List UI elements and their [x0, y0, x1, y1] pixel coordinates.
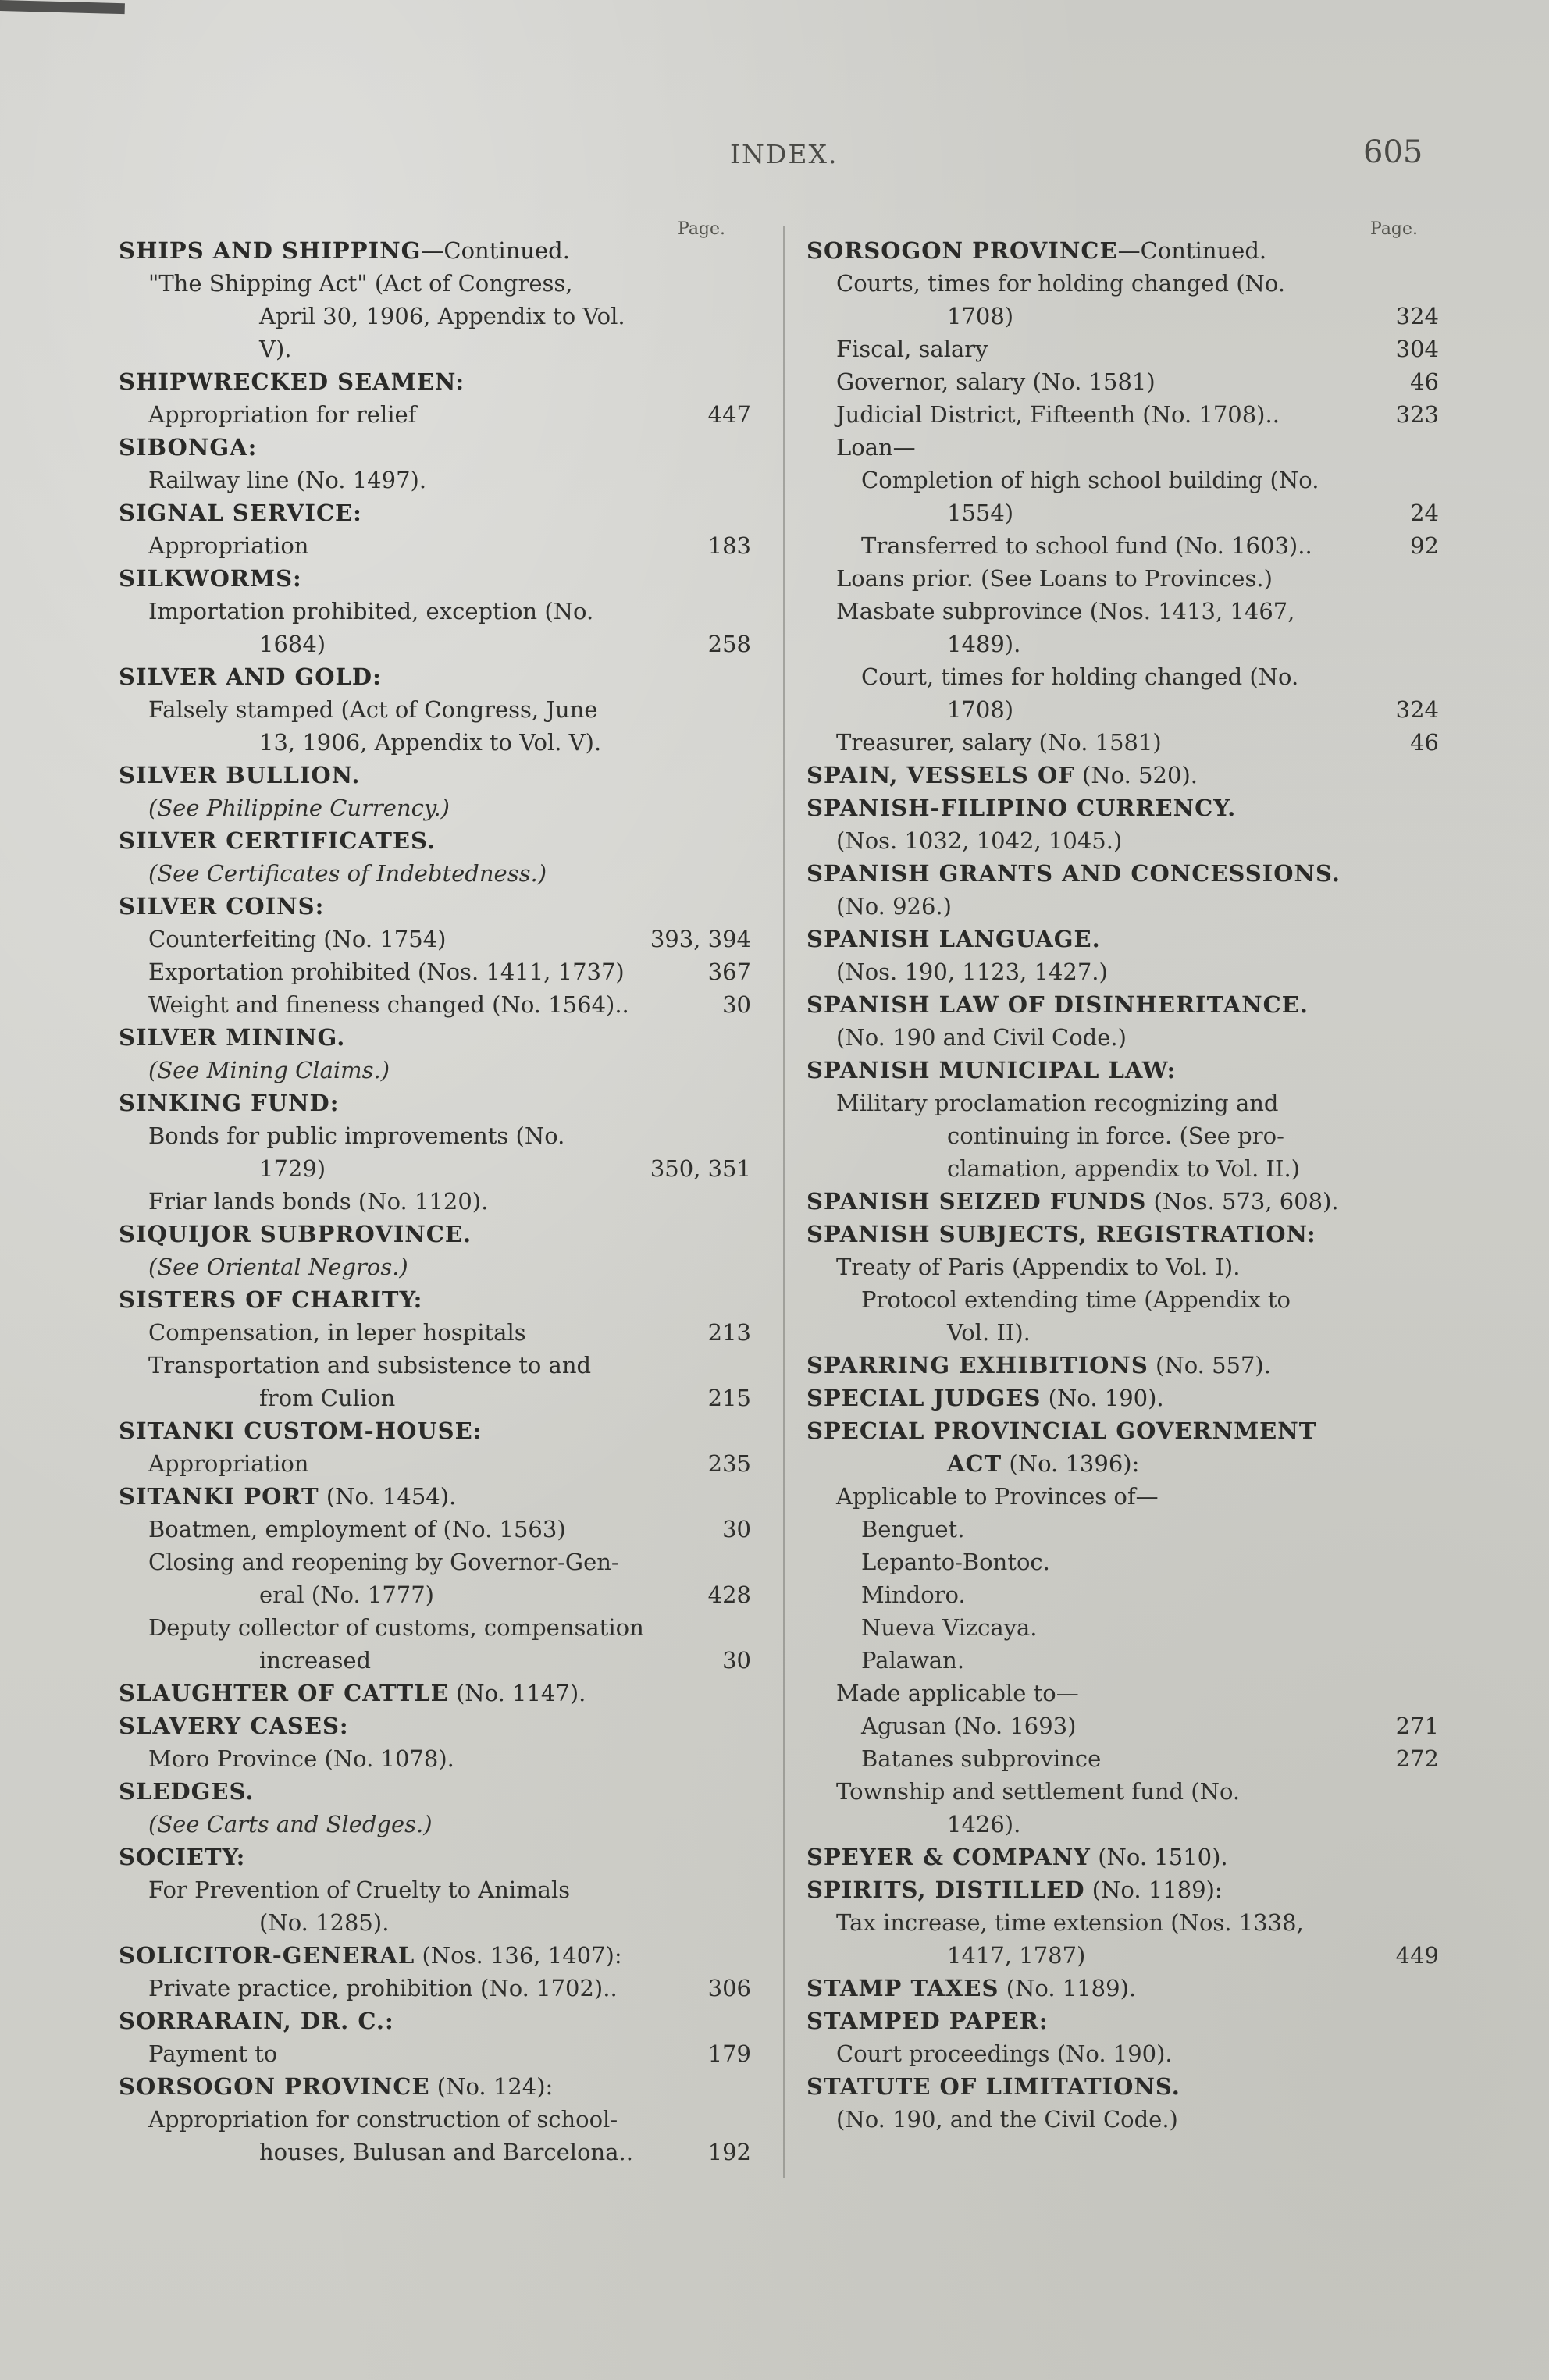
page-reference: 271 [1395, 1713, 1439, 1739]
entry-text: Appropriation [148, 532, 309, 559]
page-reference: 183 [707, 532, 751, 559]
index-heading [119, 1775, 751, 1808]
page-reference: 30 [722, 991, 751, 1018]
entry-text: Court, times for holding changed (No. [861, 663, 1299, 690]
index-entry [119, 1250, 751, 1283]
page-reference: 215 [707, 1385, 751, 1411]
entry-text: SILVER CERTIFICATES. [119, 827, 436, 854]
entry-text: Completion of high school building (No. [861, 467, 1319, 493]
entry-text: STATUTE OF LIMITATIONS. [807, 2073, 1180, 2100]
index-entry [807, 333, 1439, 365]
entry-text: SORRARAIN, DR. C.: [119, 2008, 394, 2034]
entry-text: Mindoro. [861, 1581, 966, 1608]
page-reference: 304 [1395, 336, 1439, 362]
index-entry [807, 398, 1439, 431]
index-heading [807, 759, 1439, 792]
entry-reference: (No. 190). [1041, 1385, 1164, 1411]
index-heading [119, 1939, 751, 1972]
index-entry [119, 1119, 751, 1152]
entry-reference: (No. 1396): [1002, 1450, 1140, 1477]
entry-text: Treasurer, salary (No. 1581) [836, 729, 1162, 756]
index-entry [119, 2136, 751, 2168]
entry-text: SITANKI PORT (No. 1454). [119, 1483, 457, 1510]
entry-reference: —Continued. [1117, 237, 1267, 264]
entry-text: SPIRITS, DISTILLED (No. 1189): [807, 1877, 1223, 1903]
entry-text: (No. 190, and the Civil Code.) [836, 2106, 1178, 2133]
entry-text: Moro Province (No. 1078). [148, 1745, 454, 1772]
entry-text: Railway line (No. 1497). [148, 467, 427, 493]
entry-text: houses, Bulusan and Barcelona.. [259, 2139, 633, 2165]
index-heading [119, 1841, 751, 1873]
running-head: INDEX. [730, 139, 839, 169]
entry-text: Counterfeiting (No. 1754) [148, 926, 447, 952]
index-entry [807, 464, 1439, 496]
left-column [119, 234, 751, 2168]
index-entry [807, 1283, 1439, 1316]
entry-text: SIGNAL SERVICE: [119, 500, 362, 526]
index-entry [807, 726, 1439, 759]
entry-text: 1417, 1787) [947, 1942, 1086, 1969]
page-reference: 92 [1410, 532, 1439, 559]
entry-text: SORSOGON PROVINCE (No. 124): [119, 2073, 554, 2100]
index-entry [119, 1578, 751, 1611]
entry-text: 1426). [947, 1811, 1021, 1837]
index-entry [119, 300, 751, 333]
entry-text: Courts, times for holding changed (No. [836, 270, 1286, 297]
entry-text: SOCIETY: [119, 1844, 246, 1870]
index-entry [119, 2103, 751, 2136]
index-entry [119, 1185, 751, 1218]
index-entry [807, 1087, 1439, 1119]
page-reference: 46 [1410, 729, 1439, 756]
page-reference: 428 [707, 1581, 751, 1608]
page-reference: 449 [1395, 1942, 1439, 1969]
entry-text: SILVER MINING. [119, 1024, 346, 1051]
index-heading [119, 1709, 751, 1742]
index-heading [807, 1447, 1439, 1480]
index-entry [807, 1808, 1439, 1841]
entry-text: "The Shipping Act" (Act of Congress, [148, 270, 573, 297]
entry-text: Payment to [148, 2040, 278, 2067]
page-reference: 272 [1395, 1745, 1439, 1772]
entry-reference: (No. 557). [1148, 1352, 1271, 1379]
index-heading [119, 562, 751, 595]
entry-reference: (No. 520). [1074, 762, 1198, 788]
index-heading [119, 2005, 751, 2037]
index-entry [119, 923, 751, 955]
right-column-page-label: Page. [1370, 219, 1419, 239]
entry-text: SPANISH LAW OF DISINHERITANCE. [807, 991, 1309, 1018]
page-reference: 192 [707, 2139, 751, 2165]
index-heading [807, 2070, 1439, 2103]
entry-text: Transportation and subsistence to and [148, 1352, 592, 1379]
entry-text: SORSOGON PROVINCE—Continued. [807, 237, 1267, 264]
entry-reference: (No. 1147). [448, 1680, 586, 1706]
index-entry [119, 628, 751, 660]
entry-text: Bonds for public improvements (No. [148, 1122, 565, 1149]
page-reference: 258 [707, 631, 751, 657]
index-heading [807, 923, 1439, 955]
index-entry [807, 955, 1439, 988]
entry-text: 1554) [947, 500, 1014, 526]
index-entry [807, 1513, 1439, 1546]
index-entry [807, 1611, 1439, 1644]
index-entry [119, 529, 751, 562]
index-heading [807, 1873, 1439, 1906]
entry-reference: (Nos. 136, 1407): [415, 1942, 622, 1969]
entry-text: SILKWORMS: [119, 565, 302, 592]
index-heading [807, 234, 1439, 267]
index-heading [119, 1087, 751, 1119]
index-entry [807, 1644, 1439, 1677]
index-entry [807, 660, 1439, 693]
page-number: 605 [1363, 134, 1423, 170]
entry-text: SPAIN, VESSELS OF (No. 520). [807, 762, 1198, 788]
index-heading [119, 1021, 751, 1054]
index-heading [119, 2070, 751, 2103]
entry-text: (See Oriental Negros.) [148, 1254, 408, 1280]
index-heading [807, 988, 1439, 1021]
entry-reference: (No. 1454). [319, 1483, 457, 1510]
page-reference: 306 [707, 1975, 751, 2001]
index-entry [807, 1677, 1439, 1709]
entry-text: eral (No. 1777) [259, 1581, 434, 1608]
index-entry [119, 464, 751, 496]
index-entry [119, 1447, 751, 1480]
page-reference: 179 [707, 2040, 751, 2067]
index-entry [119, 1742, 751, 1775]
entry-text: Appropriation for construction of school- [148, 2106, 618, 2133]
index-heading [807, 1349, 1439, 1382]
entry-text: Lepanto-Bontoc. [861, 1549, 1050, 1575]
index-entry [807, 1939, 1439, 1972]
entry-text: Made applicable to— [836, 1680, 1079, 1706]
index-heading [807, 792, 1439, 824]
page-reference: 235 [707, 1450, 751, 1477]
entry-text: Vol. II). [947, 1319, 1031, 1346]
entry-text: April 30, 1906, Appendix to Vol. [259, 303, 625, 329]
entry-text: SPEYER & COMPANY (No. 1510). [807, 1844, 1228, 1870]
entry-text: (See Mining Claims.) [148, 1057, 390, 1083]
index-entry [807, 562, 1439, 595]
index-entry [119, 1873, 751, 1906]
index-entry [119, 1906, 751, 1939]
entry-reference: (Nos. 573, 608). [1146, 1188, 1339, 1215]
index-entry [807, 1316, 1439, 1349]
page-reference: 324 [1395, 303, 1439, 329]
index-entry [119, 1382, 751, 1414]
entry-text: Closing and reopening by Governor-Gen- [148, 1549, 619, 1575]
index-heading [119, 890, 751, 923]
entry-text: For Prevention of Cruelty to Animals [148, 1877, 571, 1903]
index-entry [119, 1808, 751, 1841]
entry-text: Tax increase, time extension (Nos. 1338, [836, 1909, 1304, 1936]
entry-text: SLAUGHTER OF CATTLE (No. 1147). [119, 1680, 586, 1706]
entry-text: SPANISH-FILIPINO CURRENCY. [807, 795, 1237, 821]
page-reference: 350, 351 [650, 1155, 751, 1182]
index-entry [807, 824, 1439, 857]
index-entry [807, 1119, 1439, 1152]
index-entry [807, 365, 1439, 398]
index-entry [119, 1972, 751, 2005]
index-entry [119, 333, 751, 365]
entry-text: SPANISH GRANTS AND CONCESSIONS. [807, 860, 1341, 887]
page-reference: 393, 394 [650, 926, 751, 952]
index-entry [119, 1644, 751, 1677]
entry-text: from Culion [259, 1385, 396, 1411]
entry-text: Applicable to Provinces of— [836, 1483, 1159, 1510]
entry-text: 13, 1906, Appendix to Vol. V). [259, 729, 602, 756]
entry-text: V). [259, 336, 292, 362]
index-entry [119, 595, 751, 628]
index-entry [807, 1480, 1439, 1513]
entry-text: SINKING FUND: [119, 1090, 340, 1116]
entry-text: Nueva Vizcaya. [861, 1614, 1038, 1641]
index-entry [119, 1349, 751, 1382]
right-column [807, 234, 1439, 2136]
index-entry [807, 628, 1439, 660]
entry-text: Falsely stamped (Act of Congress, June [148, 696, 598, 723]
entry-text: 1489). [947, 631, 1021, 657]
page-reference: 323 [1395, 401, 1439, 428]
entry-text: Loans prior. (See Loans to Provinces.) [836, 565, 1273, 592]
index-heading [119, 1218, 751, 1250]
column-divider [783, 226, 785, 2178]
index-heading [119, 431, 751, 464]
entry-text: Palawan. [861, 1647, 965, 1674]
entry-text: 1684) [259, 631, 326, 657]
index-entry [119, 1316, 751, 1349]
index-entry [807, 693, 1439, 726]
entry-text: Governor, salary (No. 1581) [836, 368, 1156, 395]
entry-text: SIQUIJOR SUBPROVINCE. [119, 1221, 472, 1247]
entry-text: STAMPED PAPER: [807, 2008, 1049, 2034]
entry-text: Exportation prohibited (Nos. 1411, 1737) [148, 959, 625, 985]
entry-text: Compensation, in leper hospitals [148, 1319, 526, 1346]
entry-text: SHIPWRECKED SEAMEN: [119, 368, 465, 395]
entry-text: Judicial District, Fifteenth (No. 1708).. [836, 401, 1280, 428]
entry-text: STAMP TAXES (No. 1189). [807, 1975, 1137, 2001]
entry-text: SPANISH LANGUAGE. [807, 926, 1101, 952]
index-entry [119, 398, 751, 431]
entry-text: Importation prohibited, exception (No. [148, 598, 594, 624]
index-heading [807, 2005, 1439, 2037]
index-heading [807, 1382, 1439, 1414]
entry-text: Court proceedings (No. 190). [836, 2040, 1173, 2067]
entry-text: 1729) [259, 1155, 326, 1182]
entry-text: (See Philippine Currency.) [148, 795, 450, 821]
entry-text: SIBONGA: [119, 434, 258, 461]
entry-text: ACT (No. 1396): [947, 1450, 1140, 1477]
index-entry [807, 1709, 1439, 1742]
index-entry [119, 792, 751, 824]
entry-text: (Nos. 1032, 1042, 1045.) [836, 827, 1123, 854]
index-entry [807, 1578, 1439, 1611]
index-entry [119, 1513, 751, 1546]
entry-text: SILVER COINS: [119, 893, 325, 920]
entry-text: SPANISH MUNICIPAL LAW: [807, 1057, 1177, 1083]
index-entry [807, 595, 1439, 628]
index-entry [807, 431, 1439, 464]
entry-text: Fiscal, salary [836, 336, 988, 362]
entry-text: SLAVERY CASES: [119, 1713, 349, 1739]
page-reference: 213 [707, 1319, 751, 1346]
index-entry [807, 1775, 1439, 1808]
index-entry [807, 1152, 1439, 1185]
entry-text: Private practice, prohibition (No. 1702).. [148, 1975, 618, 2001]
entry-text: Treaty of Paris (Appendix to Vol. I). [836, 1254, 1241, 1280]
index-heading [807, 1054, 1439, 1087]
index-entry [807, 267, 1439, 300]
page-reference: 30 [722, 1647, 751, 1674]
entry-text: SPECIAL JUDGES (No. 190). [807, 1385, 1164, 1411]
index-heading [807, 1218, 1439, 1250]
index-heading [119, 365, 751, 398]
index-entry [807, 1546, 1439, 1578]
entry-text: Weight and fineness changed (No. 1564).. [148, 991, 629, 1018]
entry-text: Protocol extending time (Appendix to [861, 1286, 1291, 1313]
entry-text: Military proclamation recognizing and [836, 1090, 1279, 1116]
index-entry [807, 496, 1439, 529]
entry-text: 1708) [947, 303, 1014, 329]
entry-text: (No. 926.) [836, 893, 952, 920]
entry-text: SILVER BULLION. [119, 762, 361, 788]
entry-text: continuing in force. (See pro- [947, 1122, 1284, 1149]
entry-text: Boatmen, employment of (No. 1563) [148, 1516, 566, 1542]
entry-reference: (No. 124): [429, 2073, 554, 2100]
index-entry [807, 2037, 1439, 2070]
index-heading [807, 1972, 1439, 2005]
entry-text: SISTERS OF CHARITY: [119, 1286, 423, 1313]
entry-text: (Nos. 190, 1123, 1427.) [836, 959, 1108, 985]
entry-text: Friar lands bonds (No. 1120). [148, 1188, 489, 1215]
entry-text: Township and settlement fund (No. [836, 1778, 1241, 1805]
entry-text: Agusan (No. 1693) [861, 1713, 1077, 1739]
index-entry [807, 1021, 1439, 1054]
index-heading [119, 496, 751, 529]
entry-text: SPANISH SEIZED FUNDS (Nos. 573, 608). [807, 1188, 1339, 1215]
entry-text: SPANISH SUBJECTS, REGISTRATION: [807, 1221, 1316, 1247]
entry-text: SLEDGES. [119, 1778, 255, 1805]
entry-text: Appropriation for relief [148, 401, 417, 428]
entry-text: clamation, appendix to Vol. II.) [947, 1155, 1300, 1182]
entry-text: Benguet. [861, 1516, 965, 1542]
index-entry [119, 857, 751, 890]
left-column-page-label: Page. [678, 219, 726, 239]
entry-text: SOLICITOR-GENERAL (Nos. 136, 1407): [119, 1942, 622, 1969]
entry-text: SPARRING EXHIBITIONS (No. 557). [807, 1352, 1271, 1379]
index-entry [807, 529, 1439, 562]
index-heading [119, 1283, 751, 1316]
entry-text: Appropriation [148, 1450, 309, 1477]
entry-reference: (No. 1189): [1084, 1877, 1223, 1903]
entry-text: Transferred to school fund (No. 1603).. [861, 532, 1312, 559]
index-entry [807, 2103, 1439, 2136]
index-heading [119, 1480, 751, 1513]
entry-reference: (No. 1189). [999, 1975, 1137, 2001]
index-heading [807, 1841, 1439, 1873]
index-entry [807, 300, 1439, 333]
index-entry [119, 1611, 751, 1644]
index-heading [119, 824, 751, 857]
index-entry [119, 1152, 751, 1185]
index-entry [807, 1250, 1439, 1283]
index-entry [807, 1906, 1439, 1939]
index-heading [807, 1414, 1439, 1447]
index-entry [119, 1546, 751, 1578]
index-entry [119, 693, 751, 726]
entry-reference: (No. 1510). [1091, 1844, 1228, 1870]
scan-edge-mark [0, 0, 125, 14]
index-entry [807, 1742, 1439, 1775]
page-reference: 447 [707, 401, 751, 428]
index-entry [119, 726, 751, 759]
entry-text: Batanes subprovince [861, 1745, 1102, 1772]
index-entry [119, 1054, 751, 1087]
index-heading [119, 1414, 751, 1447]
entry-text: 1708) [947, 696, 1014, 723]
entry-text: increased [259, 1647, 372, 1674]
index-entry [807, 890, 1439, 923]
page-reference: 46 [1410, 368, 1439, 395]
index-heading [119, 660, 751, 693]
index-heading [119, 234, 751, 267]
index-entry [119, 2037, 751, 2070]
index-heading [119, 759, 751, 792]
index-heading [119, 1677, 751, 1709]
page-reference: 24 [1410, 500, 1439, 526]
entry-reference: —Continued. [421, 237, 570, 264]
index-entry [119, 267, 751, 300]
index-heading [807, 857, 1439, 890]
index-entry [119, 955, 751, 988]
entry-text: Masbate subprovince (Nos. 1413, 1467, [836, 598, 1295, 624]
entry-text: Loan— [836, 434, 916, 461]
entry-text: (See Carts and Sledges.) [148, 1811, 433, 1837]
entry-text: (See Certificates of Indebtedness.) [148, 860, 547, 887]
index-heading [807, 1185, 1439, 1218]
entry-text: SILVER AND GOLD: [119, 663, 382, 690]
page-reference: 324 [1395, 696, 1439, 723]
page-reference: 30 [722, 1516, 751, 1542]
entry-text: (No. 1285). [259, 1909, 390, 1936]
entry-text: Deputy collector of customs, compensation [148, 1614, 644, 1641]
entry-text: SITANKI CUSTOM-HOUSE: [119, 1418, 483, 1444]
index-entry [119, 988, 751, 1021]
entry-text: SHIPS AND SHIPPING—Continued. [119, 237, 570, 264]
entry-text: SPECIAL PROVINCIAL GOVERNMENT [807, 1418, 1317, 1444]
entry-text: (No. 190 and Civil Code.) [836, 1024, 1127, 1051]
page-reference: 367 [707, 959, 751, 985]
